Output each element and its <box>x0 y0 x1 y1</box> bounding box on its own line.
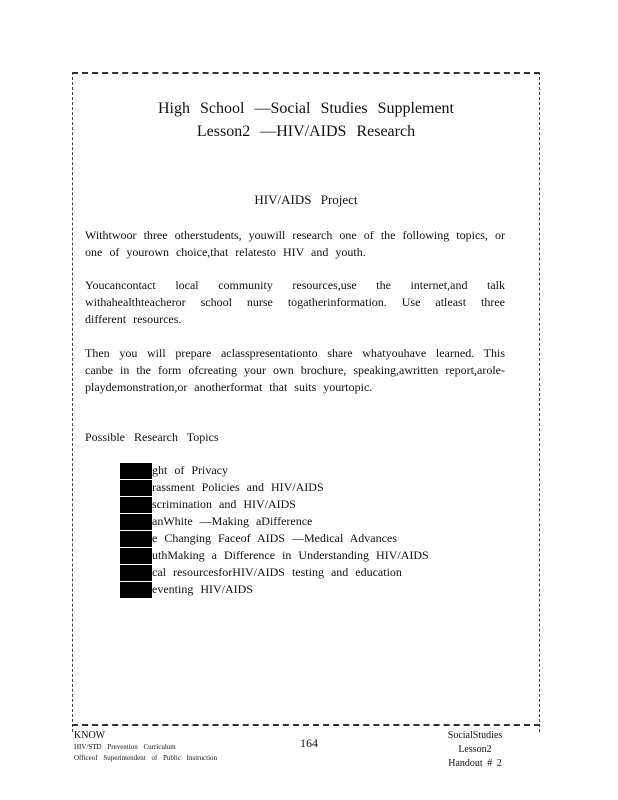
footer-handout: Handout # 2 <box>448 758 502 769</box>
project-paragraph-2 <box>85 277 505 328</box>
list-item <box>120 462 520 479</box>
page-border-left <box>72 72 73 732</box>
topic-text: rassment Policies and HIV/AIDS <box>152 480 324 494</box>
topic-text: eventing HIV/AIDS <box>152 582 253 596</box>
list-item <box>120 581 520 598</box>
list-item <box>120 479 520 496</box>
footer-office: Officeof Superintendent of Public Instruction <box>74 754 218 762</box>
topic-text: anWhite —Making aDifference <box>152 514 313 528</box>
page-border-right <box>539 72 540 732</box>
redaction-bar <box>120 497 152 513</box>
page-title-line1: High School —Social Studies Supplement <box>158 100 454 117</box>
page-title-line2: Lesson2 —HIV/AIDS Research <box>196 123 416 140</box>
redaction-bar <box>120 548 152 564</box>
list-item <box>120 496 520 513</box>
page-border-bottom <box>72 724 540 726</box>
topic-text: e Changing Faceof AIDS —Medical Advances <box>152 531 397 545</box>
redaction-bar <box>120 463 152 479</box>
list-item <box>120 530 520 547</box>
footer-lesson: Lesson2 <box>458 744 492 755</box>
redaction-bar <box>120 480 152 496</box>
footer-program: HIV/STD Prevention Curriculum <box>74 743 176 751</box>
project-paragraph-3 <box>85 345 505 396</box>
topics-list <box>120 462 520 598</box>
redaction-bar <box>120 514 152 530</box>
footer-left <box>74 729 217 764</box>
topic-text: uthMaking a Difference in Understanding HIV/AIDS <box>152 548 429 562</box>
list-item <box>120 547 520 564</box>
topic-text: cal resourcesforHIV/AIDS testing and education <box>152 565 402 579</box>
topic-text: scrimination and HIV/AIDS <box>152 497 296 511</box>
topics-heading: Possible Research Topics <box>85 430 219 444</box>
redaction-bar <box>120 582 152 598</box>
page-border-top <box>72 72 540 74</box>
redaction-bar <box>120 531 152 547</box>
redaction-bar <box>120 565 152 581</box>
list-item <box>120 513 520 530</box>
footer-subject: SocialStudies <box>447 730 503 741</box>
topic-text: ght of Privacy <box>152 463 228 477</box>
footer-know: KNOW <box>74 730 106 741</box>
footer-right <box>440 729 510 771</box>
paragraph-text: Youcancontact local community resources,use the internet,and talk withahealthteacheror school nurse togatherinformation. Use atleast three different resources. <box>85 278 505 326</box>
page-number: 164 <box>300 736 318 750</box>
list-item <box>120 564 520 581</box>
project-heading: HIV/AIDS Project <box>254 192 358 207</box>
paragraph-text: Withtwoor three otherstudents, youwill research one of the following topics, or one of yourown choice,that relatesto HIV and youth. <box>85 228 505 259</box>
project-paragraph-1 <box>85 227 505 261</box>
paragraph-text: Then you will prepare aclasspresentationto share whatyouhave learned. This canbe in the form ofcreating your own brochure, speaking,awritten report,arole-playdemonstration,or anotherformat that suits yourtopic. <box>85 346 505 394</box>
